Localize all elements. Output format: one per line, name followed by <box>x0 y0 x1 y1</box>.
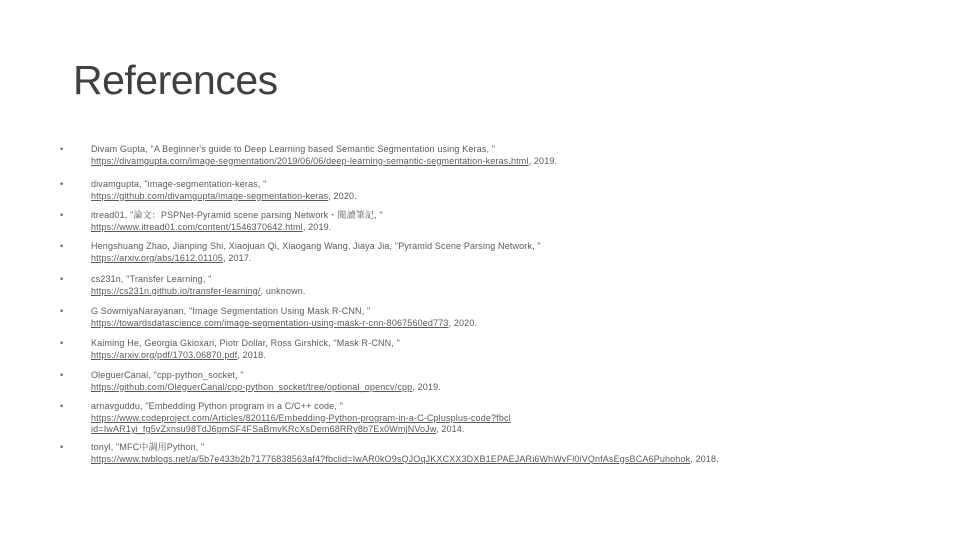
reference-text: tonyl, "MFC中調用Python, " <box>91 442 205 452</box>
reference-year: , 2020. <box>448 317 478 328</box>
bullet-icon: • <box>60 338 64 348</box>
reference-link[interactable]: https://arxiv.org/pdf/1703.06870.pdf <box>91 349 238 360</box>
bullet-icon: • <box>60 306 64 316</box>
reference-link[interactable]: https://www.itread01.com/content/1546370642.html <box>91 221 303 232</box>
reference-text: Hengshuang Zhao, Jianping Shi, Xiaojuan Qi, Xiaogang Wang, Jiaya Jia, "Pyramid Scene Parsing Network, " <box>91 241 541 251</box>
reference-body <box>91 401 511 436</box>
bullet-icon: • <box>60 370 64 380</box>
bullet-icon: • <box>60 179 64 189</box>
reference-link[interactable]: https://towardsdatascience.com/image-segmentation-using-mask-r-cnn-8067560ed773 <box>91 317 449 328</box>
reference-link[interactable]: https://github.com/divamgupta/image-segmentation-keras <box>91 190 329 201</box>
reference-text: itread01, "論文：PSPNet-Pyramid scene parsing Network・閱讀筆記, " <box>91 210 383 220</box>
reference-body <box>91 241 911 264</box>
reference-text: Divam Gupta, "A Beginner's guide to Deep Learning based Semantic Segmentation using Keras, " <box>91 144 496 154</box>
reference-body <box>91 370 911 393</box>
reference-body <box>91 306 911 329</box>
reference-year: , 2018. <box>690 453 719 464</box>
reference-body <box>91 442 911 465</box>
reference-year: , 2014. <box>435 424 465 434</box>
bullet-icon: • <box>60 241 64 251</box>
slide-title: References <box>73 57 278 103</box>
reference-link[interactable]: https://www.codeproject.com/Articles/820116/Embedding-Python-program-in-a-C-Cplusplus-code?fbclid=IwAR1yi_fg5vZxnsu98TdJ6pmSF4FSaBmvKRcXsDem68RRy8b7Ex0WmjNVoJw <box>91 412 511 434</box>
reference-link[interactable]: https://divamgupta.com/image-segmentation/2019/06/06/deep-learning-semantic-segmentation-keras.html <box>91 155 529 166</box>
bullet-icon: • <box>60 210 64 220</box>
reference-year: , 2019. <box>528 155 558 166</box>
reference-year: , 2019. <box>412 381 441 392</box>
reference-body <box>91 144 911 167</box>
reference-year: , 2020. <box>328 190 357 201</box>
reference-link[interactable]: https://cs231n.github.io/transfer-learning/ <box>91 285 261 296</box>
bullet-icon: • <box>60 274 64 284</box>
reference-text: OleguerCanal, "cpp-python_socket, " <box>91 370 244 380</box>
bullet-icon: • <box>60 401 64 411</box>
reference-link[interactable]: https://github.com/OleguerCanal/cpp-python_socket/tree/optional_opencv/cpp <box>91 381 413 392</box>
reference-year: , unknown. <box>260 285 306 296</box>
reference-body <box>91 179 911 202</box>
reference-text: divamgupta, "image-segmentation-keras, " <box>91 179 267 189</box>
reference-body <box>91 274 911 297</box>
reference-link[interactable]: https://arxiv.org/abs/1612.01105 <box>91 252 224 263</box>
bullet-icon: • <box>60 144 64 154</box>
reference-year: , 2019. <box>302 221 332 232</box>
reference-link[interactable]: https://www.twblogs.net/a/5b7e433b2b71776838563af4?fbclid=IwAR0kO9sQJOqJKXCXX3DXB1EPAEJARi6WhWvFl0iVQnfAsEgsBCA6Puhohok <box>91 453 691 464</box>
bullet-icon: • <box>60 442 64 452</box>
reference-text: arnavguddu, "Embedding Python program in a C/C++ code, " <box>91 401 343 411</box>
reference-body <box>91 338 911 361</box>
reference-text: cs231n, "Transfer Learning, " <box>91 274 212 284</box>
reference-year: , 2018. <box>237 349 266 360</box>
reference-text: G SowmiyaNarayanan, "Image Segmentation Using Mask R-CNN, " <box>91 306 371 316</box>
reference-year: , 2017. <box>223 252 252 263</box>
reference-body <box>91 210 911 233</box>
reference-text: Kaiming He, Georgia Gkioxari, Piotr Dollar, Ross Girshick, "Mask R-CNN, " <box>91 338 400 348</box>
